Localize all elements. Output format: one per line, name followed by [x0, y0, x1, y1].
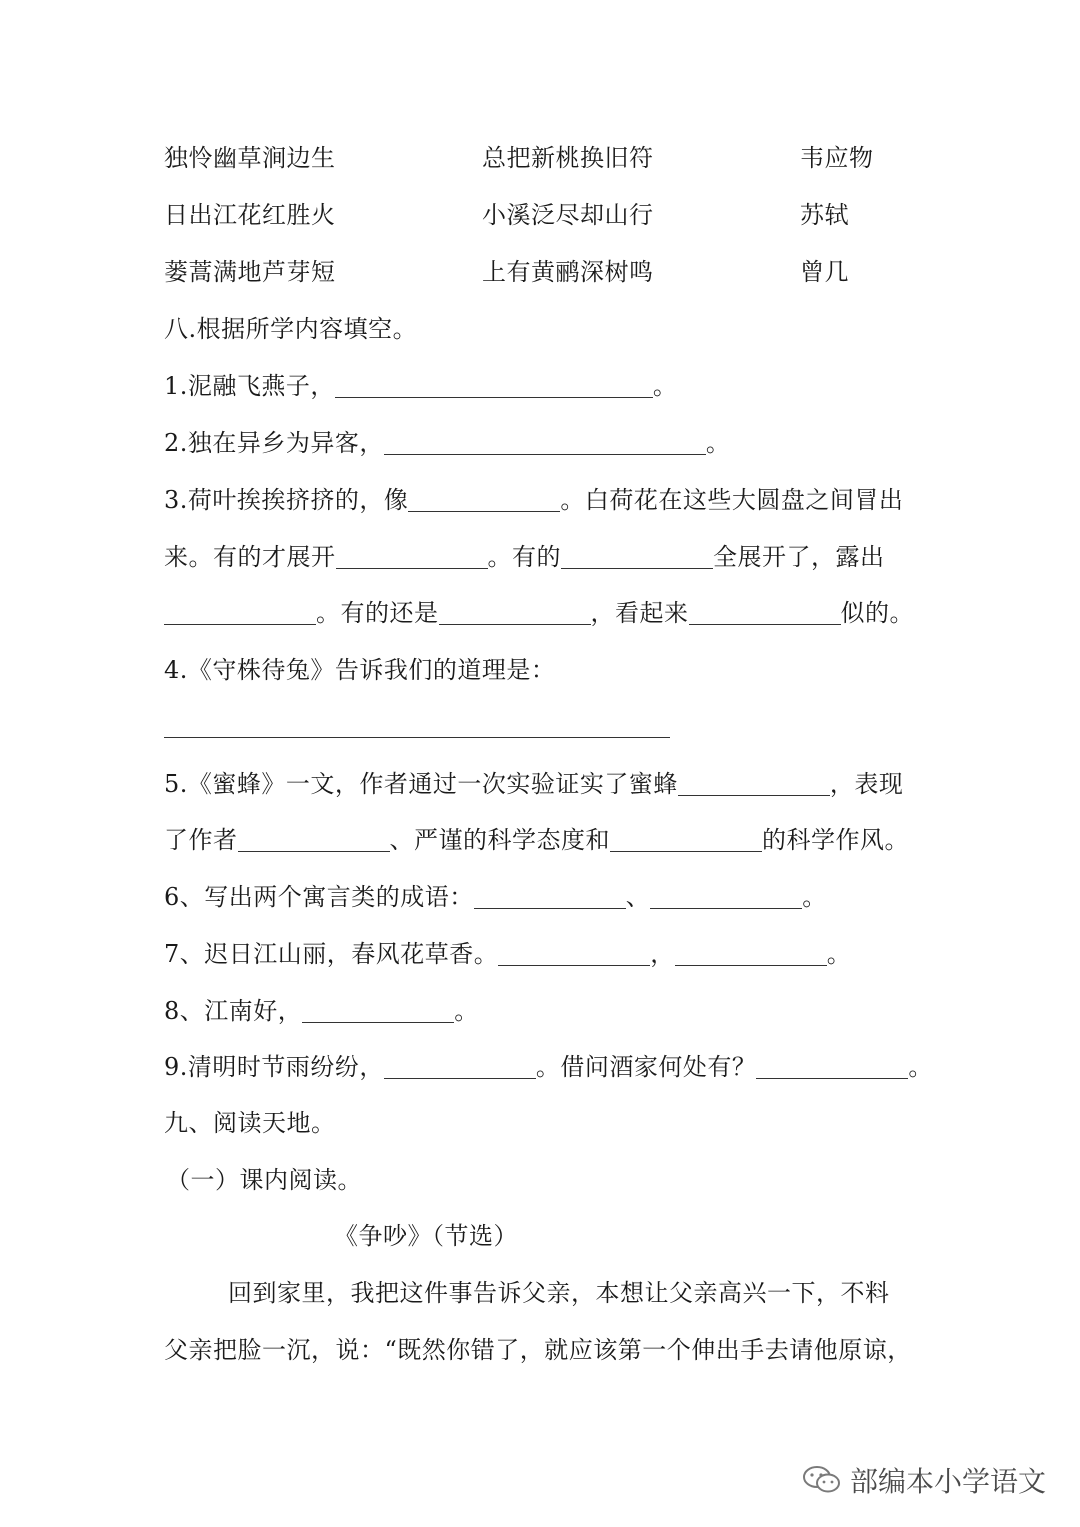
- section-9-title: 九、阅读天地。: [164, 1109, 336, 1137]
- question-3-line-1: [164, 484, 903, 516]
- question-3-line-3: [164, 597, 914, 629]
- answer-blank[interactable]: [498, 941, 650, 966]
- question-5-line-2: [164, 824, 909, 856]
- question-text: 1.泥融飞燕子，: [164, 372, 335, 400]
- question-text: 来。有的才展开: [164, 543, 336, 571]
- answer-blank[interactable]: [561, 544, 713, 569]
- answer-blank[interactable]: [384, 430, 706, 455]
- question-text: 9.清明时节雨纷纷，: [164, 1053, 384, 1081]
- question-text: 3.荷叶挨挨挤挤的，像: [164, 486, 409, 514]
- answer-blank[interactable]: [675, 941, 827, 966]
- passage-paragraph-line: 回到家里，我把这件事告诉父亲，本想让父亲高兴一下，不料: [228, 1279, 890, 1307]
- answer-blank[interactable]: [408, 487, 560, 512]
- question-6: [164, 881, 827, 913]
- poem-line: 蒌蒿满地芦芽短: [164, 258, 336, 286]
- answer-line[interactable]: [164, 737, 670, 738]
- answer-blank[interactable]: [474, 884, 626, 909]
- wechat-icon: [802, 1464, 842, 1496]
- question-text: 、: [625, 883, 651, 911]
- answer-blank[interactable]: [650, 884, 802, 909]
- poet-name: 曾几: [800, 258, 849, 286]
- question-text: 。: [802, 883, 827, 911]
- question-text: 6、写出两个寓言类的成语：: [164, 883, 474, 911]
- question-text: 。有的还是: [316, 599, 439, 627]
- question-4: 4.《守株待兔》告诉我们的道理是：: [164, 656, 556, 684]
- passage-paragraph-line: 父亲把脸一沉，说：“既然你错了，就应该第一个伸出手去请他原谅，: [164, 1336, 912, 1364]
- answer-blank[interactable]: [335, 373, 653, 398]
- question-1: [164, 370, 677, 402]
- passage-title: 《争吵》（节选）: [334, 1222, 518, 1250]
- question-5-line-1: [164, 768, 903, 800]
- answer-blank[interactable]: [164, 600, 316, 625]
- question-text: 似的。: [840, 599, 914, 627]
- question-7: [164, 938, 851, 970]
- question-2: [164, 427, 730, 459]
- answer-blank[interactable]: [678, 771, 830, 796]
- answer-blank[interactable]: [610, 827, 762, 852]
- question-text: 7、迟日江山丽，春风花草香。: [164, 940, 499, 968]
- question-text: 全展开了，露出: [713, 543, 885, 571]
- answer-blank[interactable]: [756, 1054, 908, 1079]
- question-text: 。: [652, 372, 678, 400]
- question-9: [164, 1051, 933, 1083]
- answer-blank[interactable]: [302, 998, 454, 1023]
- question-3-line-2: [164, 541, 885, 573]
- question-text: ，表现: [829, 770, 904, 798]
- poet-name: 韦应物: [800, 144, 874, 172]
- question-text: 5.《蜜蜂》一文，作者通过一次实验证实了蜜蜂: [164, 770, 678, 798]
- poem-line: 小溪泛尽却山行: [482, 201, 654, 229]
- poem-line: 上有黄鹂深树鸣: [482, 258, 654, 286]
- answer-blank[interactable]: [439, 600, 591, 625]
- question-text: 。白荷花在这些大圆盘之间冒出: [560, 486, 904, 514]
- watermark-text: 部编本小学语文: [849, 1465, 1046, 1498]
- answer-blank[interactable]: [238, 827, 390, 852]
- question-text: 。: [908, 1053, 933, 1081]
- question-text: 、严谨的科学态度和: [389, 826, 610, 854]
- question-text: 了作者: [164, 826, 238, 854]
- answer-blank[interactable]: [336, 544, 488, 569]
- poem-line: 总把新桃换旧符: [482, 144, 654, 172]
- question-text: 8、江南好，: [164, 997, 303, 1025]
- question-8: [164, 995, 479, 1027]
- question-text: 。: [826, 940, 852, 968]
- question-text: ，看起来: [590, 599, 689, 627]
- watermark: [802, 1460, 1046, 1500]
- question-text: ，: [650, 940, 675, 968]
- section-9-subtitle: （一）课内阅读。: [166, 1166, 362, 1194]
- section-8-title: 八.根据所学内容填空。: [164, 315, 418, 343]
- poem-line: 独怜幽草涧边生: [164, 144, 336, 172]
- question-text: 。: [705, 429, 731, 457]
- question-text: 2.独在异乡为异客，: [164, 429, 384, 457]
- question-text: 的科学作风。: [762, 826, 909, 854]
- question-text: 。: [454, 997, 479, 1025]
- poem-line: 日出江花红胜火: [164, 201, 336, 229]
- answer-blank[interactable]: [384, 1054, 536, 1079]
- poet-name: 苏轼: [800, 201, 849, 229]
- answer-blank[interactable]: [689, 600, 841, 625]
- question-text: 。借问酒家何处有？: [535, 1053, 757, 1081]
- question-text: 。有的: [487, 543, 561, 571]
